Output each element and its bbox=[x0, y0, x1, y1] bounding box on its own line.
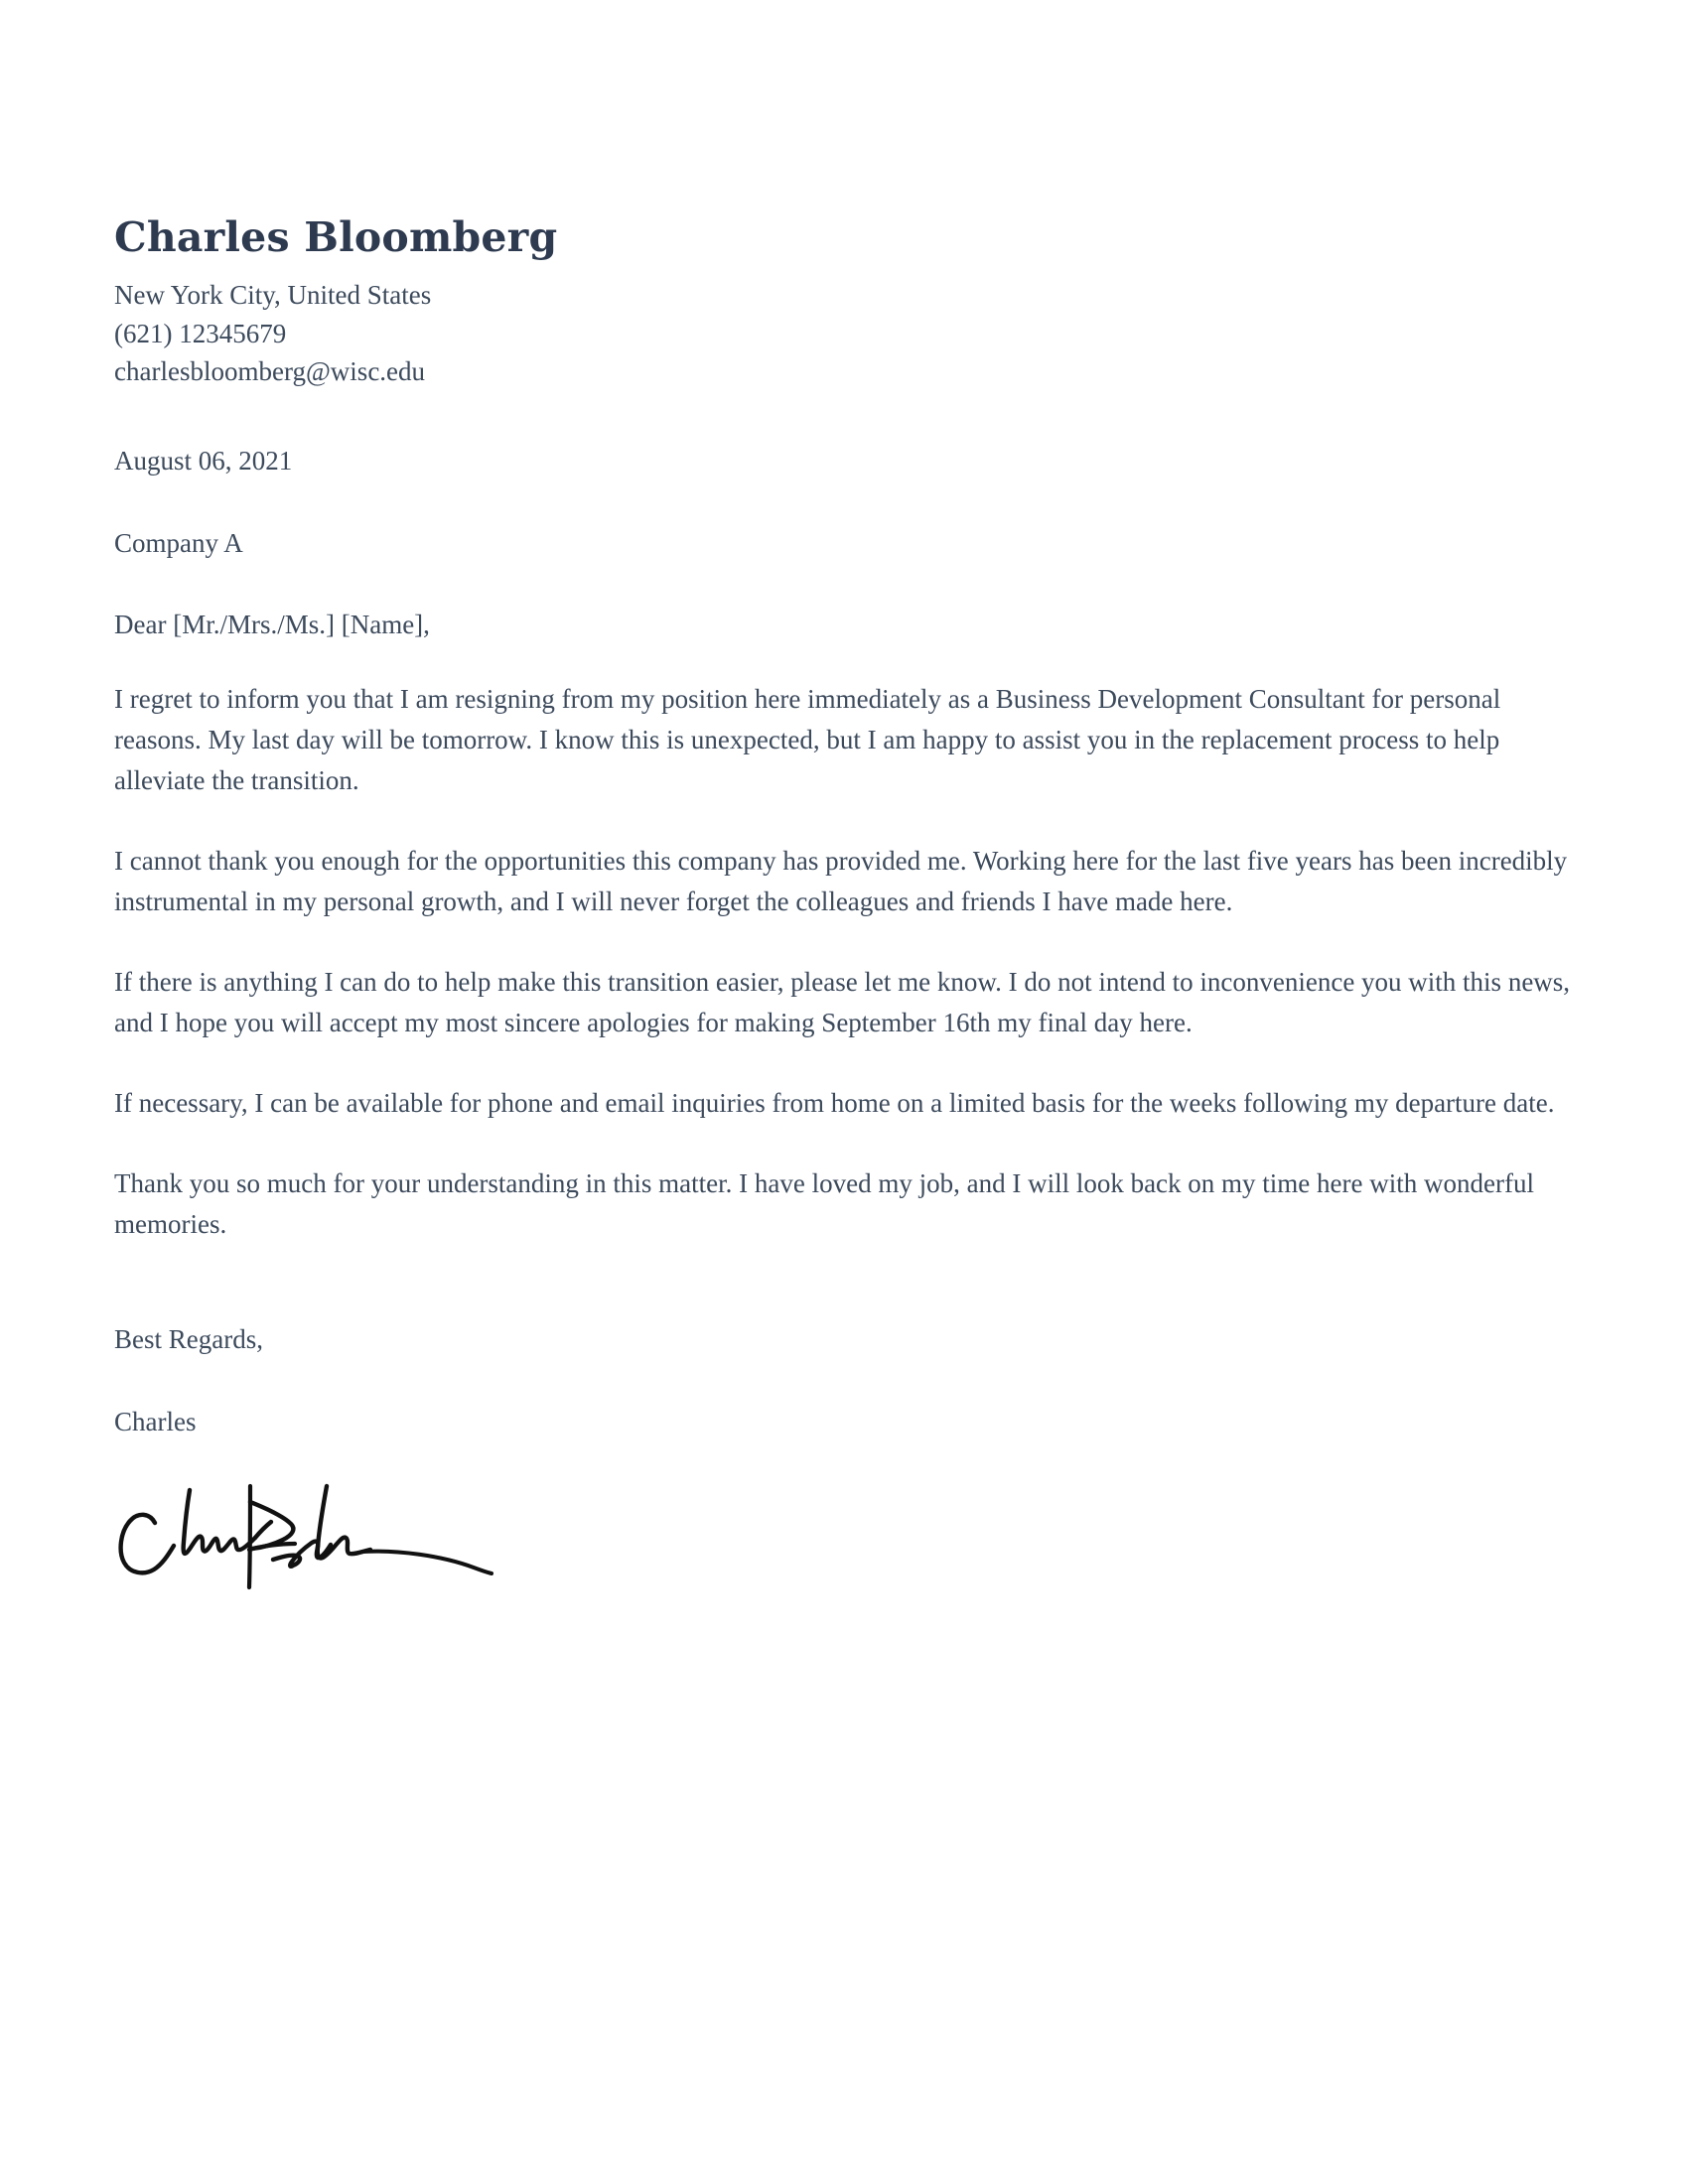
spacer-after-contact bbox=[114, 390, 1574, 442]
spacer-after-salutation bbox=[114, 643, 1574, 679]
salutation: Dear [Mr./Mrs./Ms.] [Name], bbox=[114, 609, 430, 639]
body-paragraph: If necessary, I can be available for phone and email inquiries from home on a limited basis for the weeks following my departure date. bbox=[114, 1088, 1555, 1119]
sender-contact-block bbox=[114, 276, 1574, 390]
signature-name: Charles bbox=[114, 1406, 197, 1436]
body-paragraph: I cannot thank you enough for the opportunities this company has provided me. Working here for the last five years has been incredibly instrumental in my personal growth, and I will never forget the colleagues and friends I have made here. bbox=[114, 846, 1568, 917]
spacer-before-closing bbox=[114, 1285, 1574, 1320]
signature-image bbox=[114, 1480, 531, 1589]
spacer-after-date bbox=[114, 480, 1574, 524]
sender-name-heading: Charles Bloomberg bbox=[114, 213, 558, 261]
sender-email: charlesbloomberg@wisc.edu bbox=[114, 355, 426, 386]
body-paragraph: If there is anything I can do to help make this transition easier, please let me know. I do not intend to inconvenience you with this news, and I hope you will accept my most sincere apologies for making September 16th my final day here. bbox=[114, 967, 1571, 1038]
handwritten-signature-icon bbox=[114, 1480, 531, 1589]
spacer-after-closing bbox=[114, 1359, 1574, 1403]
spacer-after-company bbox=[114, 562, 1574, 606]
sender-phone: (621) 12345679 bbox=[114, 318, 287, 348]
body-paragraph: I regret to inform you that I am resigning from my position here immediately as a Business Development Consultant for personal reasons. My last day will be tomorrow. I know this is unexpected, but I am happy to assist you in the replacement process to help alleviate the transition. bbox=[114, 684, 1501, 796]
letter-date: August 06, 2021 bbox=[114, 446, 293, 477]
closing-phrase: Best Regards, bbox=[114, 1324, 263, 1355]
recipient-company: Company A bbox=[114, 527, 243, 558]
body-paragraph: Thank you so much for your understanding in this matter. I have loved my job, and I will look back on my time here with wonderful memories. bbox=[114, 1168, 1534, 1240]
sender-location: New York City, United States bbox=[114, 280, 432, 311]
letter-body bbox=[114, 213, 1574, 1589]
